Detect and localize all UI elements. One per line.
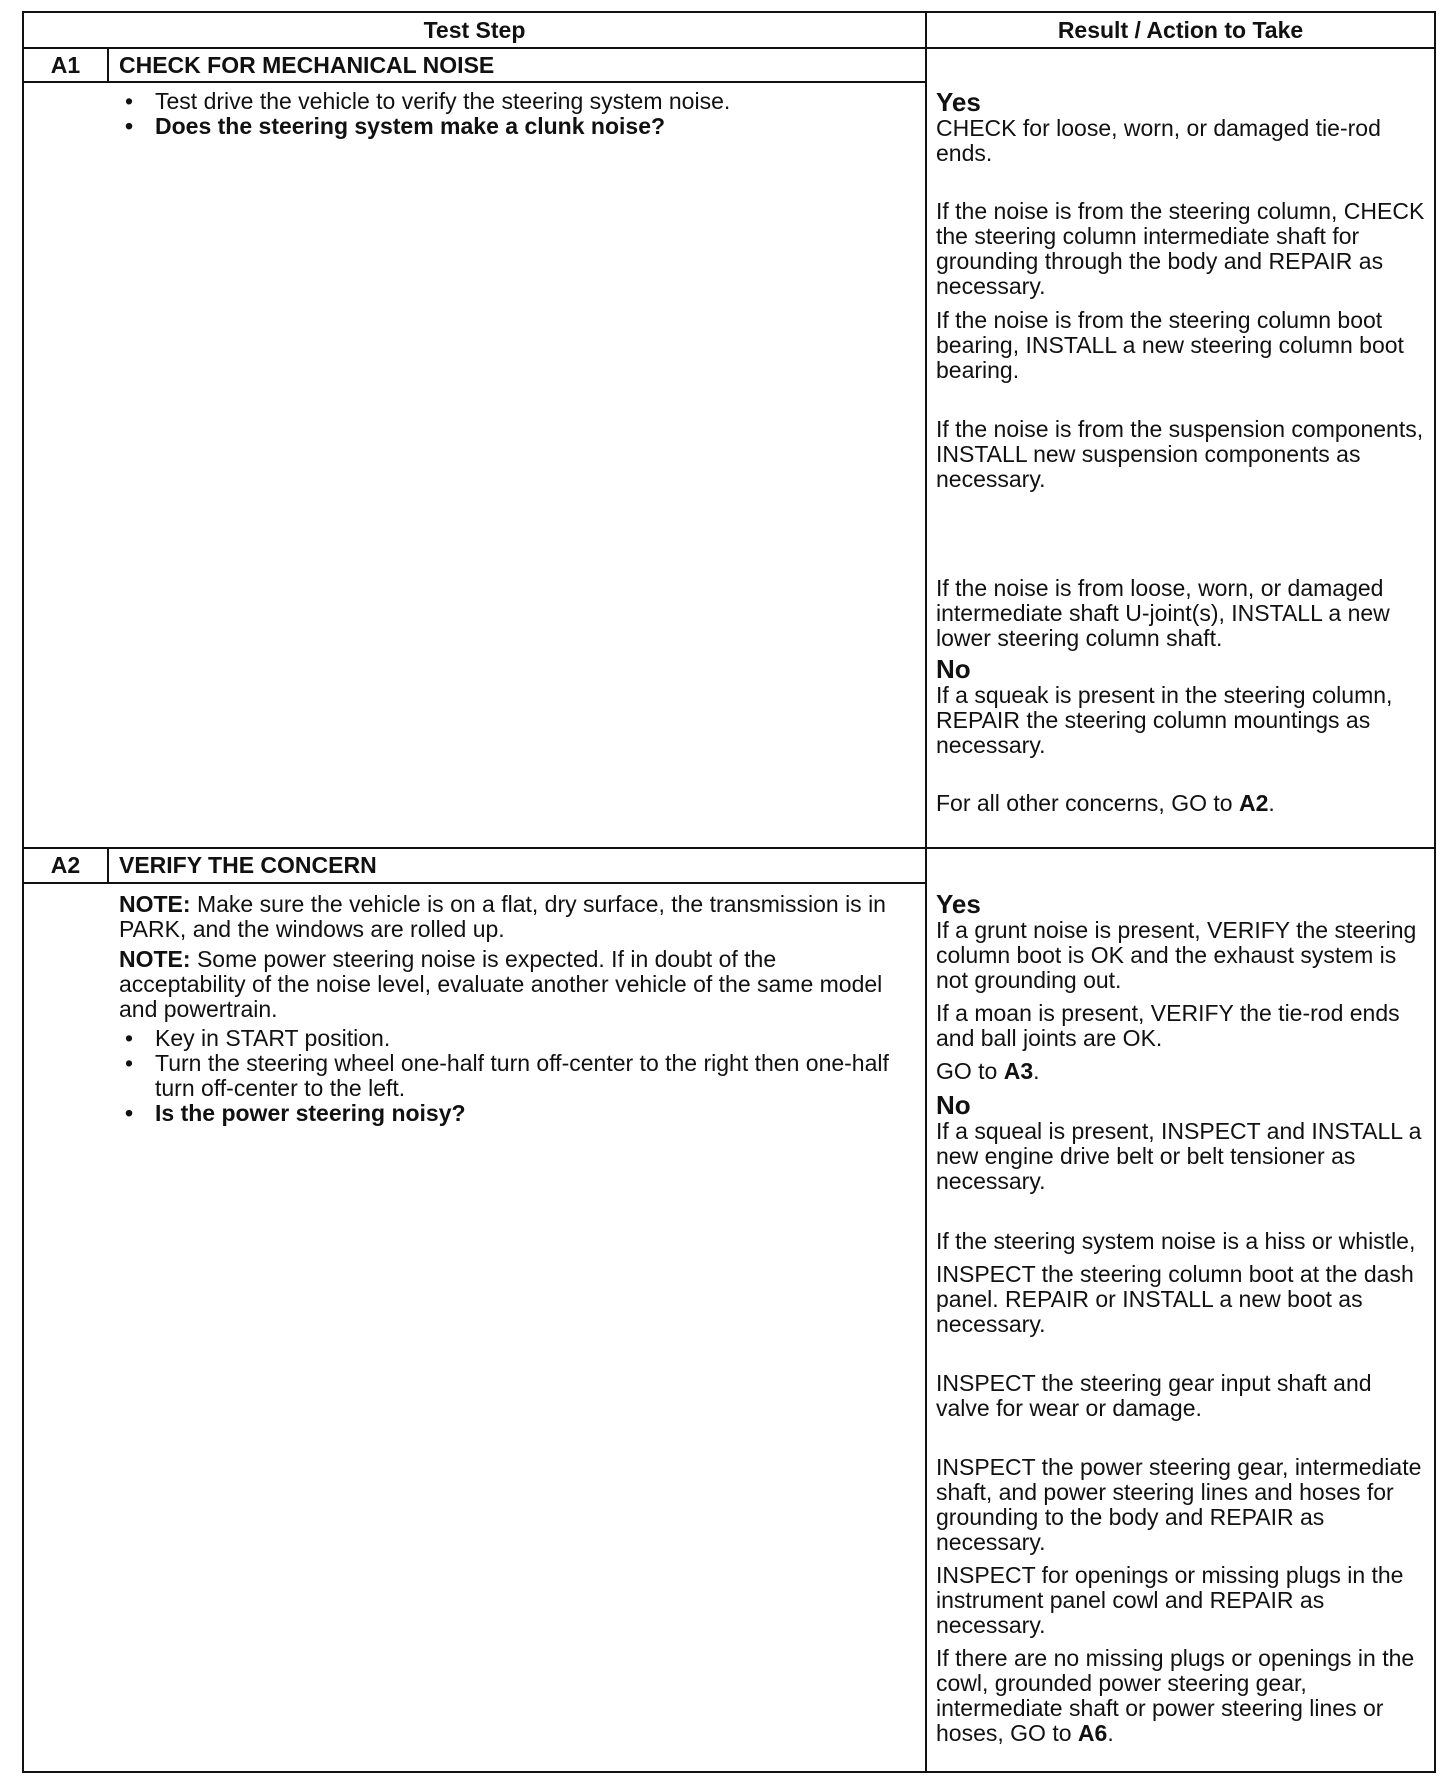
header-test-step: Test Step bbox=[423, 17, 526, 43]
result-text: CHECK for loose, worn, or damaged tie-rod ends. bbox=[936, 115, 1381, 166]
result-text: INSPECT the steering column boot at the dash panel. REPAIR or INSTALL a new boot as necessary. bbox=[936, 1261, 1414, 1337]
list-item: • Does the steering system make a clunk noise? bbox=[124, 113, 666, 139]
no-label: No bbox=[936, 654, 971, 684]
note: NOTE: Some power steering noise is expected. If in doubt of the acceptability of the noise level, evaluate another vehicle of the same model and powertrain. bbox=[119, 946, 883, 1022]
result-text: If the noise is from loose, worn, or damaged intermediate shaft U-joint(s), INSTALL a new lower steering column shaft. bbox=[936, 575, 1390, 651]
goto-step-link[interactable]: A6 bbox=[1077, 1720, 1108, 1746]
step-id-a1: A1 bbox=[50, 52, 81, 78]
result-text: If a moan is present, VERIFY the tie-rod ends and ball joints are OK. bbox=[936, 1000, 1400, 1051]
goto-text: GO to A3. bbox=[936, 1058, 1040, 1084]
column-divider bbox=[925, 13, 927, 1771]
result-text: If the noise is from the suspension components, INSTALL new suspension components as necessary. bbox=[936, 416, 1424, 492]
goto-step-link[interactable]: A3 bbox=[1003, 1058, 1034, 1084]
header-divider bbox=[24, 47, 1434, 49]
list-item: • Turn the steering wheel one-half turn off-center to the right then one-half turn off-center to the left. bbox=[124, 1050, 889, 1101]
header-result-action: Result / Action to Take bbox=[1057, 17, 1304, 43]
a1-title-divider bbox=[24, 81, 925, 83]
step-id-a2: A2 bbox=[50, 852, 81, 878]
diagnostic-table bbox=[22, 11, 1436, 1773]
result-text: If a squeak is present in the steering column, REPAIR the steering column mountings as necessary. bbox=[936, 682, 1393, 758]
yes-label: Yes bbox=[936, 889, 981, 919]
yes-label: Yes bbox=[936, 87, 981, 117]
list-item: • Test drive the vehicle to verify the steering system noise. bbox=[124, 88, 731, 114]
a1-instructions bbox=[119, 89, 909, 139]
result-text: INSPECT for openings or missing plugs in the instrument panel cowl and REPAIR as necessary. bbox=[936, 1562, 1404, 1638]
result-text: If a grunt noise is present, VERIFY the steering column boot is OK and the exhaust system is not grounding out. bbox=[936, 917, 1417, 993]
a2-title-divider bbox=[24, 882, 925, 884]
a1-results bbox=[936, 85, 1430, 816]
step-title-a1: CHECK FOR MECHANICAL NOISE bbox=[119, 52, 495, 78]
goto-text: For all other concerns, GO to A2. bbox=[936, 790, 1275, 816]
no-label: No bbox=[936, 1090, 971, 1120]
result-text: If a squeal is present, INSPECT and INSTALL a new engine drive belt or belt tensioner as necessary. bbox=[936, 1118, 1422, 1194]
result-text: If the noise is from the steering column boot bearing, INSTALL a new steering column boot bearing. bbox=[936, 307, 1404, 383]
result-text: If the noise is from the steering column, CHECK the steering column intermediate shaft for grounding through the body and REPAIR as necessary. bbox=[936, 198, 1425, 299]
result-text: INSPECT the power steering gear, intermediate shaft, and power steering lines and hoses for grounding to the body and REPAIR as necessary. bbox=[936, 1454, 1422, 1555]
result-text: If the steering system noise is a hiss or whistle, bbox=[936, 1228, 1416, 1254]
row-divider bbox=[24, 847, 1434, 849]
a1-id-divider bbox=[107, 47, 109, 82]
step-title-a2: VERIFY THE CONCERN bbox=[119, 852, 377, 878]
note: NOTE: Make sure the vehicle is on a flat, dry surface, the transmission is in PARK, and the windows are rolled up. bbox=[119, 891, 886, 942]
goto-step-link[interactable]: A2 bbox=[1238, 790, 1269, 816]
a2-instructions bbox=[119, 892, 909, 1126]
result-text: If there are no missing plugs or openings in the cowl, grounded power steering gear, intermediate shaft or power steering lines or hoses, GO to A6. bbox=[936, 1645, 1415, 1746]
list-item: • Is the power steering noisy? bbox=[124, 1100, 466, 1126]
result-text: INSPECT the steering gear input shaft and valve for wear or damage. bbox=[936, 1370, 1372, 1421]
a2-results bbox=[936, 887, 1430, 1746]
a2-id-divider bbox=[107, 847, 109, 882]
list-item: • Key in START position. bbox=[124, 1025, 391, 1051]
